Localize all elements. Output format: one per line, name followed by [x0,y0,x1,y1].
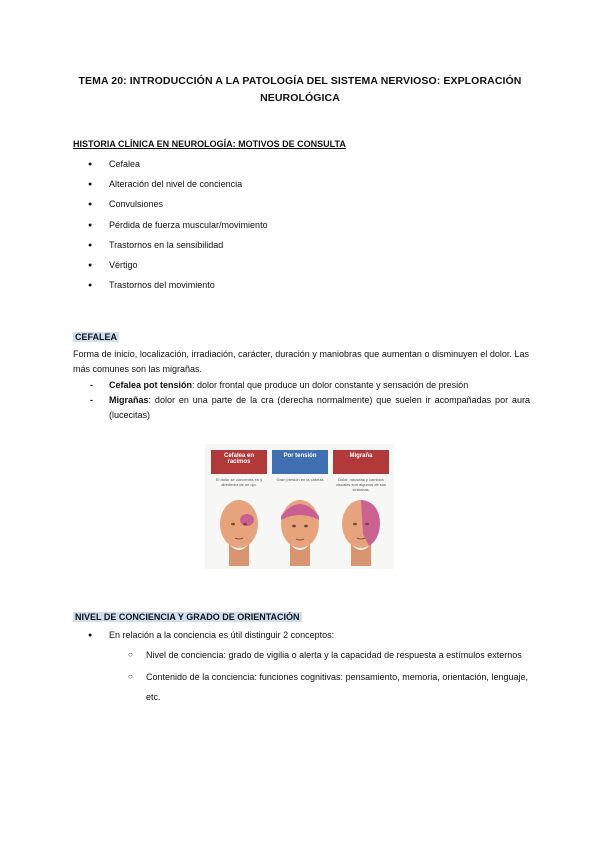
list-item: ● Vértigo [88,257,268,277]
headache-types-figure [205,444,394,569]
list-item: ● Convulsiones [88,196,268,216]
panel-caption: El dolor se concentra en y alrededor de un ojo. [215,477,263,487]
panel-label: Cefalea en racimos [211,450,267,474]
list-item: ● Pérdida de fuerza muscular/movimiento [88,217,268,237]
panel-caption: Dolor, náuseas y cambios visuales son algunos de sus síntomas. [335,477,387,492]
list-item: - Cefalea pot tensión: dolor frontal que produce un dolor constante y sensación de presión [90,378,530,393]
figure-panel-tension [272,450,328,565]
head-icon [272,494,328,566]
head-icon [211,494,267,566]
conciencia-subitems [128,645,528,707]
section-heading-conciencia: NIVEL DE CONCIENCIA Y GRADO DE ORIENTACIÓN [75,612,300,622]
cefalea-types-list [90,378,530,423]
panel-label: Migraña [333,450,389,474]
panel-caption: Gran presión en la cabeza [276,477,324,482]
figure-panel-migrana [333,450,389,565]
list-item: ● Trastornos del movimiento [88,277,268,297]
list-item: ● Trastornos en la sensibilidad [88,237,268,257]
cefalea-paragraph: Forma de inicio, localización, irradiación, carácter, duración y maniobras que aumentan o disminuyen el dolor. Las más comunes son las migrañas. [73,349,529,374]
figure-panel-racimos [211,450,267,565]
head-icon [333,494,389,566]
list-item: - Migrañas: dolor en una parte de la cra (derecha normalmente) que suelen ir acompañadas por aura (lucecitas) [90,393,530,423]
motivos-list [88,156,268,297]
list-item: ○ Nivel de conciencia: grado de vigilia o alerta y la capacidad de respuesta a estímulos externos [128,645,528,665]
panel-label: Por tensión [272,450,328,474]
list-item: ● En relación a la conciencia es útil distinguir 2 conceptos: [88,628,334,643]
list-item: ● Cefalea [88,156,268,176]
section-heading-historia: HISTORIA CLÍNICA EN NEUROLOGÍA: MOTIVOS DE CONSULTA [73,139,346,149]
section-heading-cefalea: CEFALEA [75,332,118,342]
list-item: ○ Contenido de la conciencia: funciones cognitivas: pensamiento, memoria, orientación, lenguaje, etc. [128,667,528,707]
page-title: TEMA 20: INTRODUCCIÓN A LA PATOLOGÍA DEL SISTEMA NERVIOSO: EXPLORACIÓN NEUROLÓGICA [78,75,522,104]
list-item: ● Alteración del nivel de conciencia [88,176,268,196]
